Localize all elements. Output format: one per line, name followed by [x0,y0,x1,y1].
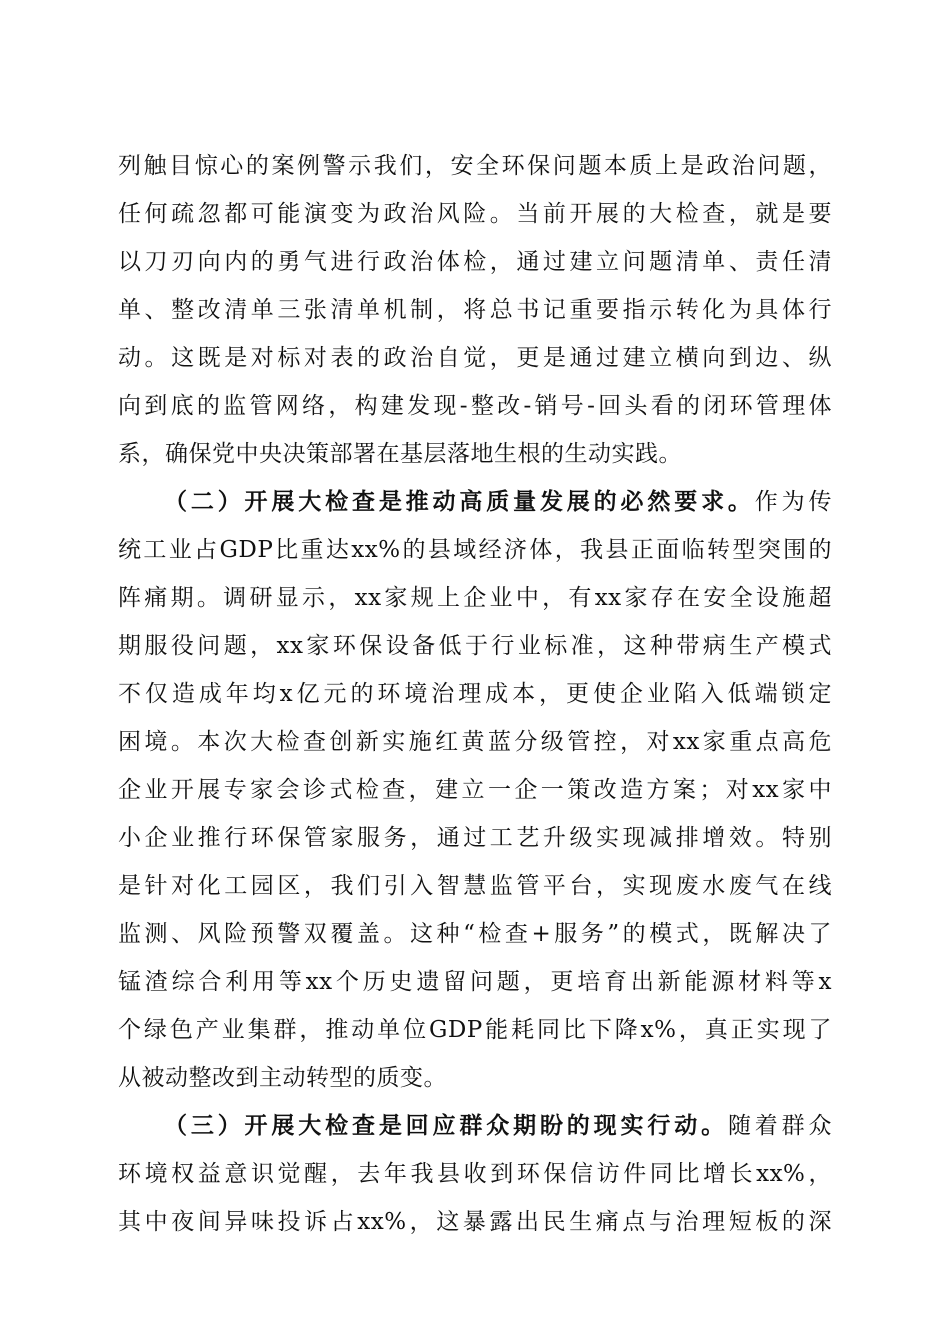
paragraph-3-first-line-rest: 随着群众 [727,1113,833,1139]
paragraph-2-first-line-rest: 作为传 [754,489,833,515]
paragraph-2-first-line [164,478,832,526]
paragraph-2-line-7: 企业开展专家会诊式检查，建立一企一策改造方案；对xx家中 [118,777,832,803]
paragraph-3-first-line [164,1102,832,1150]
paragraph-2-heading: （二）开展大检查是推动高质量发展的必然要求。 [164,489,755,515]
paragraph-1-line-4: 单、整改清单三张清单机制，将总书记重要指示转化为具体行 [118,297,832,323]
paragraph-1-line-7: 系，确保党中央决策部署在基层落地生根的生动实践。 [118,441,682,467]
paragraph-1-line-3: 以刀刃向内的勇气进行政治体检，通过建立问题清单、责任清 [118,249,832,275]
paragraph-3-line-2: 环境权益意识觉醒，去年我县收到环保信访件同比增长xx%， [118,1161,832,1187]
paragraph-2-line-10: 监测、风险预警双覆盖。这种“检查+服务”的模式，既解决了 [118,921,832,947]
paragraph-2-line-4: 期服役问题，xx家环保设备低于行业标准，这种带病生产模式 [118,633,832,659]
paragraph-2-line-8: 小企业推行环保管家服务，通过工艺升级实现减排增效。特别 [118,825,832,851]
paragraph-1-line-6: 向到底的监管网络，构建发现-整改-销号-回头看的闭环管理体 [118,393,832,419]
paragraph-1-line-5: 动。这既是对标对表的政治自觉，更是通过建立横向到边、纵 [118,345,832,371]
paragraph-2-line-5: 不仅造成年均x亿元的环境治理成本，更使企业陷入低端锁定 [118,681,832,707]
paragraph-2-line-11: 锰渣综合利用等xx个历史遗留问题，更培育出新能源材料等x [118,969,832,995]
paragraph-2-line-6: 困境。本次大检查创新实施红黄蓝分级管控，对xx家重点高危 [118,729,832,755]
paragraph-3-line-3: 其中夜间异味投诉占xx%，这暴露出民生痛点与治理短板的深 [118,1209,832,1235]
paragraph-2-line-12: 个绿色产业集群，推动单位GDP能耗同比下降x%，真正实现了 [118,1017,832,1043]
paragraph-2-line-9: 是针对化工园区，我们引入智慧监管平台，实现废水废气在线 [118,873,832,899]
paragraph-2-line-2: 统工业占GDP比重达xx%的县域经济体，我县正面临转型突围的 [118,537,832,563]
paragraph-1-line-2: 任何疏忽都可能演变为政治风险。当前开展的大检查，就是要 [118,201,832,227]
paragraph-2-line-13: 从被动整改到主动转型的质变。 [118,1065,447,1091]
paragraph-2-line-3: 阵痛期。调研显示，xx家规上企业中，有xx家存在安全设施超 [118,585,832,611]
paragraph-1-line-1: 列触目惊心的案例警示我们，安全环保问题本质上是政治问题， [118,153,832,179]
paragraph-3-heading: （三）开展大检查是回应群众期盼的现实行动。 [164,1113,728,1139]
